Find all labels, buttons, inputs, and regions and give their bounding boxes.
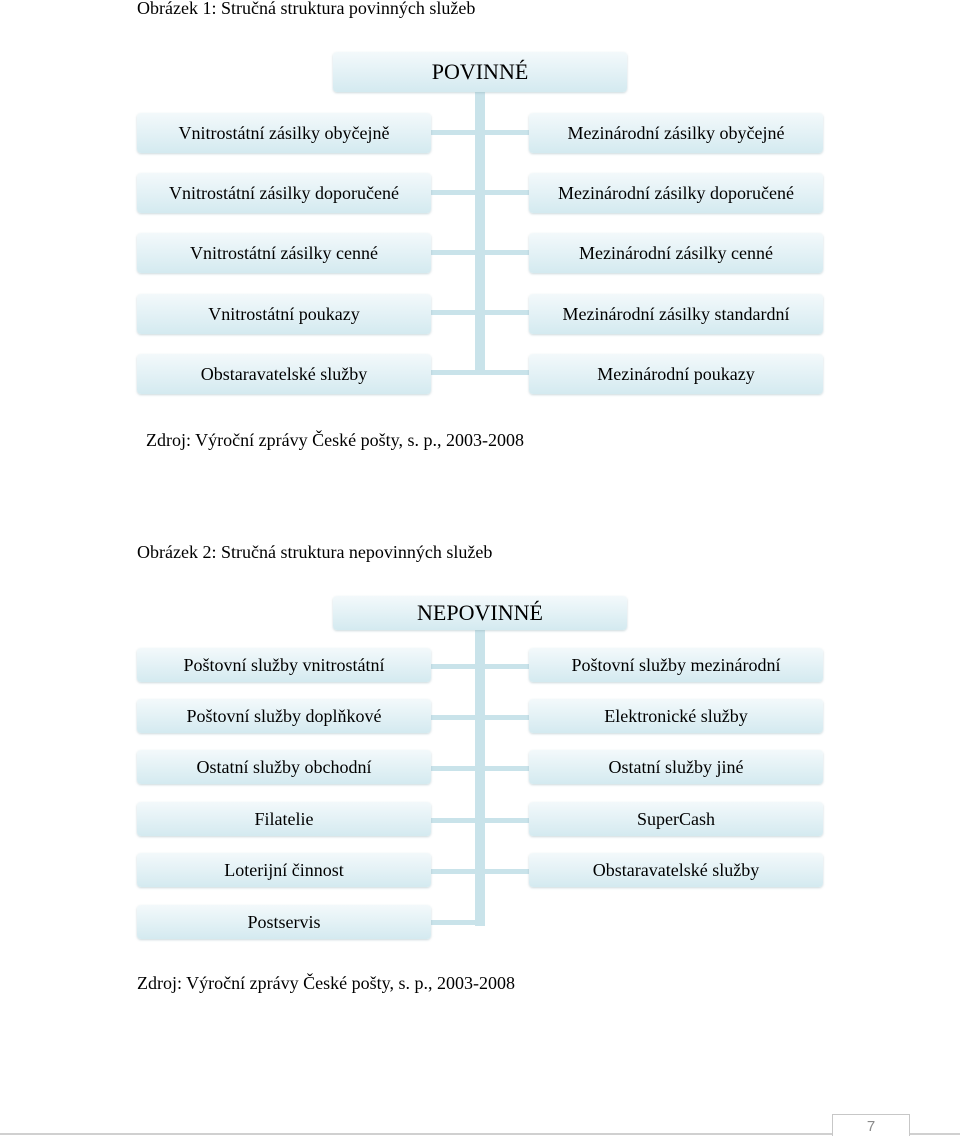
figure1-right-node: Mezinárodní poukazy <box>529 354 823 394</box>
figure2-left-node: Ostatní služby obchodní <box>137 750 431 784</box>
figure2-connector-branch <box>430 920 485 925</box>
figure2-left-node: Poštovní služby vnitrostátní <box>137 648 431 682</box>
figure2-left-node: Postservis <box>137 905 431 939</box>
figure2-caption: Obrázek 2: Stručná struktura nepovinných služeb <box>137 542 493 562</box>
figure2-connector <box>475 628 485 926</box>
figure1-left-node: Vnitrostátní zásilky doporučené <box>137 173 431 213</box>
figure2-connector-branch <box>430 869 530 874</box>
figure2-right-node: Obstaravatelské služby <box>529 853 823 887</box>
figure2-right-node: Ostatní služby jiné <box>529 750 823 784</box>
figure1-connector-branch <box>430 370 530 375</box>
figure2-root-node: NEPOVINNÉ <box>333 596 627 630</box>
figure1-left-node: Vnitrostátní zásilky cenné <box>137 233 431 273</box>
figure1-right-node: Mezinárodní zásilky obyčejné <box>529 113 823 153</box>
figure2-connector-branch <box>430 766 530 771</box>
figure1-connector-branch <box>430 310 530 315</box>
footer-line <box>0 1133 960 1135</box>
figure1-root-node: POVINNÉ <box>333 52 627 92</box>
figure2-right-node: Elektronické služby <box>529 699 823 733</box>
figure1-left-node: Vnitrostátní poukazy <box>137 294 431 334</box>
page-number: 7 <box>832 1114 910 1136</box>
figure1-connector-branch <box>430 130 530 135</box>
figure2-right-node: Poštovní služby mezinárodní <box>529 648 823 682</box>
figure1-connector-branch <box>430 190 530 195</box>
figure2-left-node: Loterijní činnost <box>137 853 431 887</box>
figure2-source: Zdroj: Výroční zprávy České pošty, s. p., 2003-2008 <box>137 973 515 993</box>
figure1-right-node: Mezinárodní zásilky cenné <box>529 233 823 273</box>
figure1-right-node: Mezinárodní zásilky standardní <box>529 294 823 334</box>
figure2-connector-branch <box>430 664 530 669</box>
figure1-right-node: Mezinárodní zásilky doporučené <box>529 173 823 213</box>
figure2-right-node: SuperCash <box>529 802 823 836</box>
figure1-source: Zdroj: Výroční zprávy České pošty, s. p., 2003-2008 <box>146 430 524 450</box>
figure2-connector-branch <box>430 715 530 720</box>
figure1-caption: Obrázek 1: Stručná struktura povinných služeb <box>137 0 476 18</box>
figure2-left-node: Filatelie <box>137 802 431 836</box>
figure1-connector-branch <box>430 250 530 255</box>
figure1-left-node: Obstaravatelské služby <box>137 354 431 394</box>
figure1-left-node: Vnitrostátní zásilky obyčejně <box>137 113 431 153</box>
figure2-connector-branch <box>430 818 530 823</box>
figure2-left-node: Poštovní služby doplňkové <box>137 699 431 733</box>
